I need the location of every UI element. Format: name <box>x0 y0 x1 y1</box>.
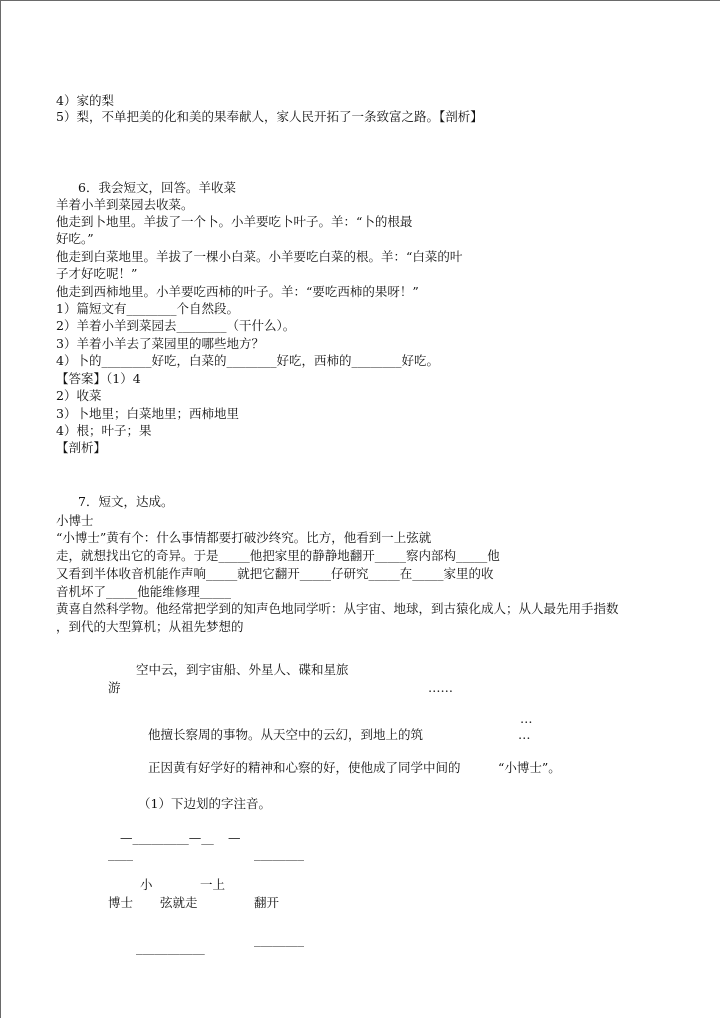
q5-answer-4: 4）家的梨 <box>56 93 114 108</box>
q6-text-line: 他走到西柿地里。小羊要吃西柿的叶子。羊：“要吃西柿的果呀！” <box>56 284 419 299</box>
q7-fragment: 正因黄有好学好的精神和心察的好，使他成了同学中间的 <box>148 760 461 775</box>
q6-text-line: 他走到白菜地里。羊拔了一棵小白菜。小羊要吃白菜的根。羊：“白菜的叶 <box>56 249 463 264</box>
q7-text-line: “小博士”黄有个：什么事情都要打破沙终究。比方，他看到一上弦就 <box>56 530 432 545</box>
q6-heading: 6．我会短文，回答。羊收菜 <box>78 180 236 195</box>
q7-fragment: 空中云，到宇宙船、外星人、碟和星旅 <box>136 662 349 677</box>
q7-fragment: 游 <box>108 680 121 695</box>
q6-answer-3: 3）卜地里；白菜地里；西柿地里 <box>56 406 239 421</box>
q6-text-line: 子才好吃呢！” <box>56 266 138 281</box>
page-edge-top <box>0 0 720 1</box>
q7-text-line: 又看到半体收音机能作声响_____就把它翻开_____仔研究_____在_____家里的收 <box>56 566 494 581</box>
q6-answer-1: 【答案】（1）4 <box>56 371 141 386</box>
q7-subquestion-1: （1）下边划的字注音。 <box>138 796 271 811</box>
q6-question-4: 4）卜的________好吃，白菜的________好吃，西柿的________好吃。 <box>56 353 439 368</box>
pinyin-blank: ________ <box>254 932 304 947</box>
q6-text-line: 他走到卜地里。羊拔了一个卜。小羊要吃卜叶子。羊：“卜的根最 <box>56 214 413 229</box>
word-part: 翻开 <box>254 895 280 910</box>
q7-fragment: 他擅长察周的事物。从天空中的云幻，到地上的筑 <box>148 727 424 742</box>
word-part: 博士 <box>108 895 134 910</box>
q7-text-line: 音机坏了_____他能维修理_____ <box>56 584 232 599</box>
q7-text-line: ，到代的大型算机；从祖先梦想的 <box>56 619 244 634</box>
q5-answer-5: 5）梨，不单把美的化和美的果奉献人，家人民开拓了一条致富之路。【剖析】 <box>56 109 483 124</box>
q6-question-2: 2）羊着小羊到菜园去________（干什么）。 <box>56 318 296 333</box>
word-part: 弦就走 <box>160 895 198 910</box>
pinyin-blank: ________ <box>254 846 304 861</box>
pinyin-blank: —_________—__ <box>120 830 214 845</box>
q6-analysis-label: 【剖析】 <box>56 440 107 455</box>
q6-question-1: 1）篇短文有________个自然段。 <box>56 301 239 316</box>
q6-text-line: 羊着小羊到菜园去收菜。 <box>56 197 194 212</box>
q7-fragment: … <box>518 727 531 742</box>
pinyin-blank: — <box>228 830 241 845</box>
word-part: 小 <box>140 877 153 892</box>
pinyin-blank: ___________ <box>136 940 205 955</box>
q6-answer-2: 2）收菜 <box>56 388 102 403</box>
q7-fragment: “小博士”。 <box>498 760 561 775</box>
word-part: 一上 <box>200 877 226 892</box>
q7-fragment: … <box>520 711 533 726</box>
q7-title: 小博士 <box>56 513 94 528</box>
q6-text-line: 好吃。” <box>56 231 94 246</box>
q7-text-line: 走，就想找出它的奇异。于是_____他把家里的静静地翻开_____察内部构_____他 <box>56 548 500 563</box>
page-edge-left <box>0 0 1 1018</box>
q6-question-3: 3）羊着小羊去了菜园里的哪些地方？ <box>56 336 264 351</box>
q7-fragment: …… <box>428 680 453 695</box>
q7-heading: 7．短文，达成。 <box>78 494 174 509</box>
q6-answer-4: 4）根；叶子；果 <box>56 423 152 438</box>
q7-text-line: 黄喜自然科学物。他经常把学到的知声色地同学听：从宇宙、地球，到古猿化成人；从人最先用手指数 <box>56 601 619 616</box>
pinyin-blank: ____ <box>108 846 133 861</box>
